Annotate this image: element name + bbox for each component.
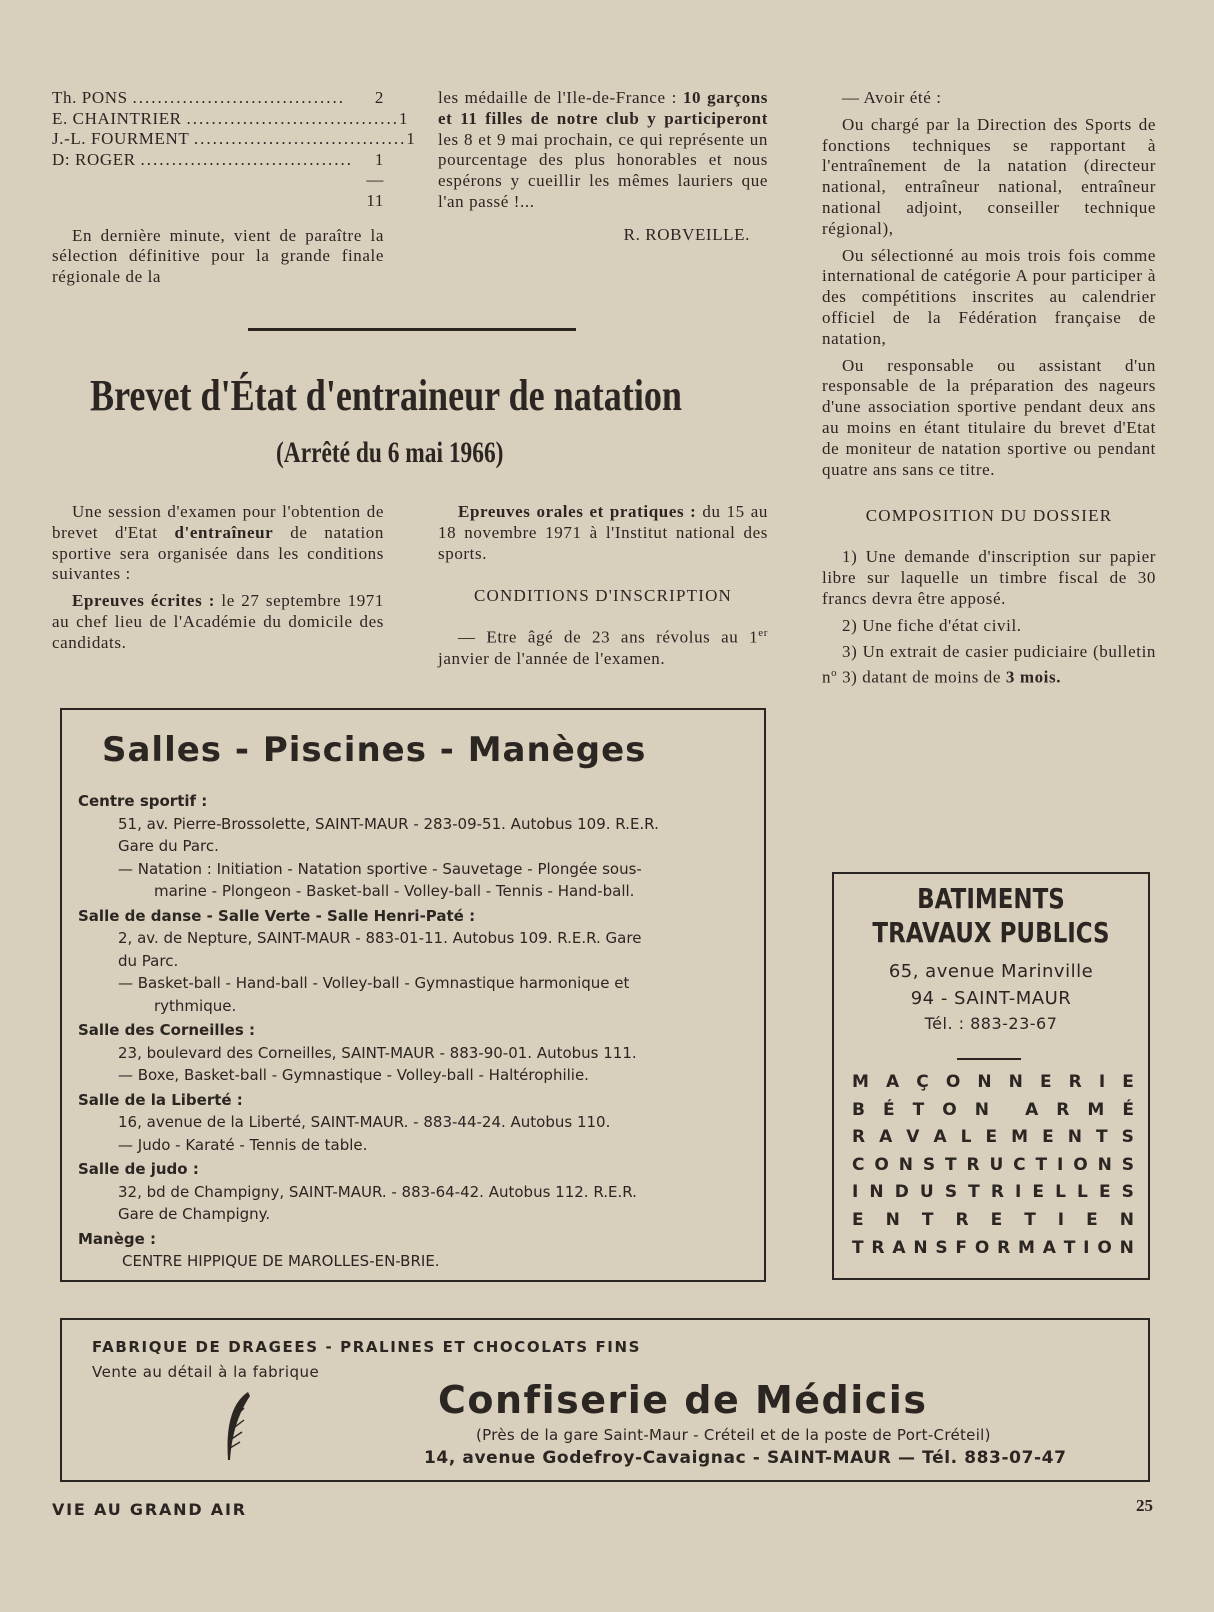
medal-paragraph <box>438 88 768 246</box>
batiments-title-2: TRAVAUX PUBLICS <box>872 916 1110 949</box>
service-item: C O N S T R U C T I O N S <box>852 1154 1134 1175</box>
venue-entry: Manège : CENTRE HIPPIQUE DE MAROLLES-EN-BRIE. <box>78 1228 752 1273</box>
total-dash: — <box>366 170 384 190</box>
intro-text: En dernière minute, vient de paraître la sélection définitive pour la grande finale régionale de la <box>52 225 384 287</box>
service-item: B É T O N A R M É <box>852 1099 1134 1120</box>
condition-para-1: Ou chargé par la Direction des Sports de fonctions techniques se rapportant à l'entraînement de la natation (directeur national, entraîneur national, entraîneur national adjoint, conseiller technique régional), <box>822 114 1156 238</box>
feather-icon <box>220 1390 254 1466</box>
result-name: E. CHAINTRIER <box>52 108 182 128</box>
confiserie-location: (Près de la gare Saint-Maur - Créteil et de la poste de Port-Créteil) <box>476 1426 991 1444</box>
venue-entry: Salle de judo : 32, bd de Champigny, SAINT-MAUR. - 883-64-42. Autobus 112. R.E.R. Gare de Champigny. <box>78 1158 752 1226</box>
medal-author: R. ROBVEILLE. <box>623 224 750 244</box>
table-row: J.-L. FOURMENT .................................. 1 <box>52 129 416 149</box>
article-column-3 <box>822 88 1156 695</box>
table-row: D: ROGER .................................. 1 <box>52 149 384 169</box>
result-points: 2 <box>374 88 384 107</box>
venue-entry: Salle de danse - Salle Verte - Salle Henri-Paté : 2, av. de Nepture, SAINT-MAUR - 883-01-11. Autobus 109. R.E.R. Gare du Parc. — Basket-ball - Hand-ball - Volley-ball - Gymnastique harmonique et rythmique. <box>78 905 752 1018</box>
condition-para-2: Ou sélectionné au mois trois fois comme international de catégorie A pour participer à des compétitions inscrites au calendrier officiel de la Fédération française de natation, <box>822 245 1156 348</box>
total-dash-row <box>52 170 384 191</box>
batiments-tel: Tél. : 883-23-67 <box>924 1014 1058 1033</box>
dossier-item-1: 1) Une demande d'inscription sur papier libre sur laquelle un timbre fiscal de 30 francs devra être apposé. <box>822 547 1156 608</box>
orales-paragraph: Epreuves orales et pratiques : du 15 au 18 novembre 1971 à l'Institut national des sports. <box>438 502 768 563</box>
venue-name: Salle de danse - Salle Verte - Salle Henri-Paté : <box>78 906 476 925</box>
venue-name: Centre sportif : <box>78 792 208 810</box>
service-item: T R A N S F O R M A T I O N <box>852 1237 1134 1258</box>
magazine-name: VIE AU GRAND AIR <box>52 1500 247 1519</box>
confiserie-bottom-rule <box>60 1480 1150 1482</box>
article-subtitle: (Arrêté du 6 mai 1966) <box>276 436 504 469</box>
result-points: 1 <box>406 129 416 149</box>
service-item: E N T R E T I E N <box>852 1209 1134 1230</box>
service-item: I N D U S T R I E L L E S <box>852 1182 1134 1203</box>
service-item: M A Ç O N N E R I E <box>852 1072 1134 1092</box>
venue-entry: Centre sportif : 51, av. Pierre-Brossolette, SAINT-MAUR - 283-09-51. Autobus 109. R.E.R. Gare du Parc. — Natation : Initiation - Natation sportive - Sauvetage - Plongée sous- marine - Plongeon - Basket-ball - Volley-ball - Tennis - Hand-ball. <box>78 790 752 903</box>
conditions-heading: CONDITIONS D'INSCRIPTION <box>473 586 733 606</box>
venue-name: Salle de judo : <box>78 1160 199 1178</box>
services-list <box>852 1072 1134 1265</box>
age-condition: — Etre âgé de 23 ans révolus au 1er janvier de l'année de l'examen. <box>438 627 768 668</box>
result-name: J.-L. FOURMENT <box>52 129 190 149</box>
result-points: 1 <box>374 149 384 169</box>
result-name: Th. PONS <box>52 88 128 107</box>
dossier-item-2: 2) Une fiche d'état civil. <box>842 615 1022 635</box>
venue-entry: Salle des Corneilles : 23, boulevard des Corneilles, SAINT-MAUR - 883-90-01. Autobus 111. — Boxe, Basket-ball - Gymnastique - Volley-ball - Haltérophilie. <box>78 1019 752 1087</box>
confiserie-name: Confiserie de Médicis <box>438 1378 928 1422</box>
confiserie-address: 14, avenue Godefroy-Cavaignac - SAINT-MAUR — Tél. 883-07-47 <box>424 1448 1067 1468</box>
medal-text-bold: 10 garçons et 11 filles de notre club y participeront <box>438 88 768 128</box>
medal-text-end: les 8 et 9 mai prochain, ce qui représente un pourcentage des plus honorables et nous espérons y cueillir les mêmes lauriers que l'an passé !... <box>438 129 768 211</box>
article-column-2 <box>438 502 768 675</box>
confiserie-top-line: FABRIQUE DE DRAGEES - PRALINES ET CHOCOLATS FINS <box>92 1338 642 1356</box>
batiments-city: 94 - SAINT-MAUR <box>910 988 1072 1009</box>
article-column-1 <box>52 502 384 660</box>
confiserie-vente: Vente au détail à la fabrique <box>92 1363 320 1381</box>
venue-name: Salle de la Liberté : <box>78 1090 243 1109</box>
ecrites-paragraph: Epreuves écrites : le 27 septembre 1971 au chef lieu de l'Académie du domicile des candidats. <box>52 591 384 652</box>
table-row: E. CHAINTRIER .................................. 1 <box>52 108 409 128</box>
page-number: 25 <box>1136 1496 1153 1515</box>
confiserie-right-rule <box>1148 1318 1150 1482</box>
venue-name: Manège : <box>78 1229 157 1248</box>
table-row: Th. PONS .................................. 2 <box>52 88 384 107</box>
article-intro: Une session d'examen pour l'obtention de brevet d'Etat d'entraîneur de natation sportive sera organisée dans les conditions suivantes : <box>52 502 384 584</box>
dossier-item-3: 3) Un extrait de casier pudiciaire (bulletin $n^o$ 3) datant de moins de 3 mois. <box>822 642 1156 687</box>
confiserie-top-rule <box>60 1318 1150 1320</box>
venues-list <box>78 790 752 1273</box>
results-table <box>52 88 416 288</box>
service-item: R A V A L E M E N T S <box>852 1127 1134 1148</box>
total-points: 11 <box>366 190 384 210</box>
section-divider <box>248 328 576 331</box>
result-name: D: ROGER <box>52 149 136 169</box>
confiserie-left-rule <box>60 1318 62 1482</box>
batiments-divider <box>957 1058 1021 1060</box>
condition-para-3: Ou responsable ou assistant d'un responsable de la préparation des nageurs d'une association sportive pendant deux ans au moins en étant titulaire du brevet d'Etat de moniteur de natation sportive ou pendant quatre ans sans ce titre. <box>822 355 1156 479</box>
total-row <box>52 191 384 212</box>
batiments-title-1: BATIMENTS <box>917 882 1065 915</box>
medal-text: les médaille de l'Ile-de-France : <box>438 88 683 107</box>
avoir-ete: — Avoir été : <box>842 88 942 107</box>
venue-name: Salle des Corneilles : <box>78 1021 255 1039</box>
venue-entry: Salle de la Liberté : 16, avenue de la Liberté, SAINT-MAUR. - 883-44-24. Autobus 110. — Judo - Karaté - Tennis de table. <box>78 1089 752 1157</box>
batiments-content <box>834 882 1148 1036</box>
result-points: 1 <box>398 108 409 128</box>
batiments-address: 65, avenue Marinville <box>888 961 1094 982</box>
salles-title: Salles - Piscines - Manèges <box>102 730 647 770</box>
dossier-heading: COMPOSITION DU DOSSIER <box>865 506 1113 526</box>
article-title: Brevet d'État d'entraineur de natation <box>90 371 682 420</box>
